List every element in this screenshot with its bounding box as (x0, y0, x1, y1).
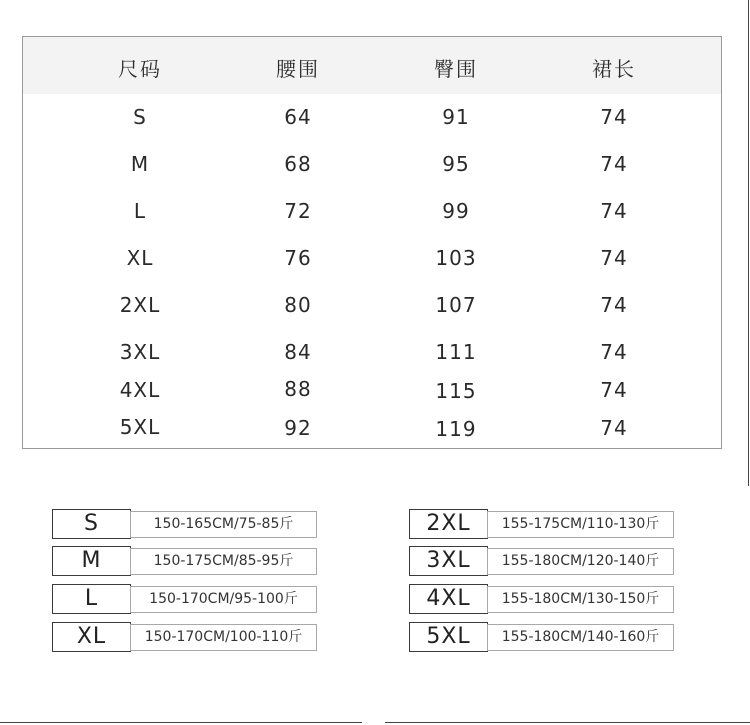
size-guide-item (409, 622, 675, 652)
guide-range-label: 155-180CM/120-140斤 (487, 548, 674, 575)
guide-size-label: 2XL (409, 509, 488, 539)
cell-skirt-length: 74 (600, 152, 628, 176)
size-guide-item (52, 546, 318, 576)
guide-size-label: 4XL (409, 584, 488, 614)
cell-hip: 119 (435, 417, 477, 441)
right-edge-divider (748, 0, 749, 486)
size-guide-item (409, 546, 675, 576)
cell-size: S (133, 105, 147, 129)
cell-waist: 76 (284, 246, 312, 270)
header-hip: 臀围 (434, 57, 478, 81)
cell-skirt-length: 74 (600, 416, 628, 440)
cell-waist: 64 (284, 105, 312, 129)
guide-size-label: 5XL (409, 622, 488, 652)
size-guide-item (409, 509, 675, 539)
guide-size-label: XL (52, 622, 131, 652)
cell-size: XL (126, 246, 154, 270)
guide-range-label: 150-170CM/95-100斤 (130, 586, 317, 613)
size-guide-item (52, 584, 318, 614)
size-guide-item (52, 509, 318, 539)
cell-skirt-length: 74 (600, 293, 628, 317)
cell-hip: 91 (442, 105, 470, 129)
size-guide-item (52, 622, 318, 652)
cell-hip: 95 (442, 152, 470, 176)
guide-range-label: 155-175CM/110-130斤 (487, 511, 674, 538)
size-table (22, 36, 722, 449)
cell-waist: 88 (284, 377, 312, 401)
cell-waist: 80 (284, 293, 312, 317)
header-size: 尺码 (118, 57, 162, 81)
cell-waist: 84 (284, 340, 312, 364)
cell-size: 2XL (119, 293, 161, 317)
cell-size: 3XL (119, 340, 161, 364)
cell-hip: 99 (442, 199, 470, 223)
guide-range-label: 155-180CM/130-150斤 (487, 586, 674, 613)
cell-waist: 92 (284, 416, 312, 440)
cell-size: 5XL (119, 415, 161, 439)
cell-skirt-length: 74 (600, 378, 628, 402)
cell-hip: 111 (435, 340, 477, 364)
header-waist: 腰围 (276, 57, 320, 81)
cell-skirt-length: 74 (600, 105, 628, 129)
guide-range-label: 150-175CM/85-95斤 (130, 548, 317, 575)
header-skirt-length: 裙长 (592, 57, 636, 81)
cell-waist: 68 (284, 152, 312, 176)
guide-size-label: 3XL (409, 546, 488, 576)
cell-hip: 115 (435, 379, 477, 403)
guide-range-label: 155-180CM/140-160斤 (487, 624, 674, 651)
guide-size-label: S (52, 509, 131, 539)
guide-size-label: L (52, 584, 131, 614)
cell-size: L (133, 199, 147, 223)
guide-range-label: 150-170CM/100-110斤 (130, 624, 317, 651)
cell-skirt-length: 74 (600, 199, 628, 223)
guide-range-label: 150-165CM/75-85斤 (130, 511, 317, 538)
cell-size: 4XL (119, 378, 161, 402)
bottom-divider-right (385, 722, 750, 723)
cell-size: M (130, 152, 150, 176)
cell-waist: 72 (284, 199, 312, 223)
cell-hip: 107 (435, 293, 477, 317)
table-header (23, 37, 721, 94)
cell-skirt-length: 74 (600, 246, 628, 270)
bottom-divider-left (0, 722, 362, 723)
size-guide-item (409, 584, 675, 614)
cell-hip: 103 (435, 246, 477, 270)
cell-skirt-length: 74 (600, 340, 628, 364)
guide-size-label: M (52, 546, 131, 576)
